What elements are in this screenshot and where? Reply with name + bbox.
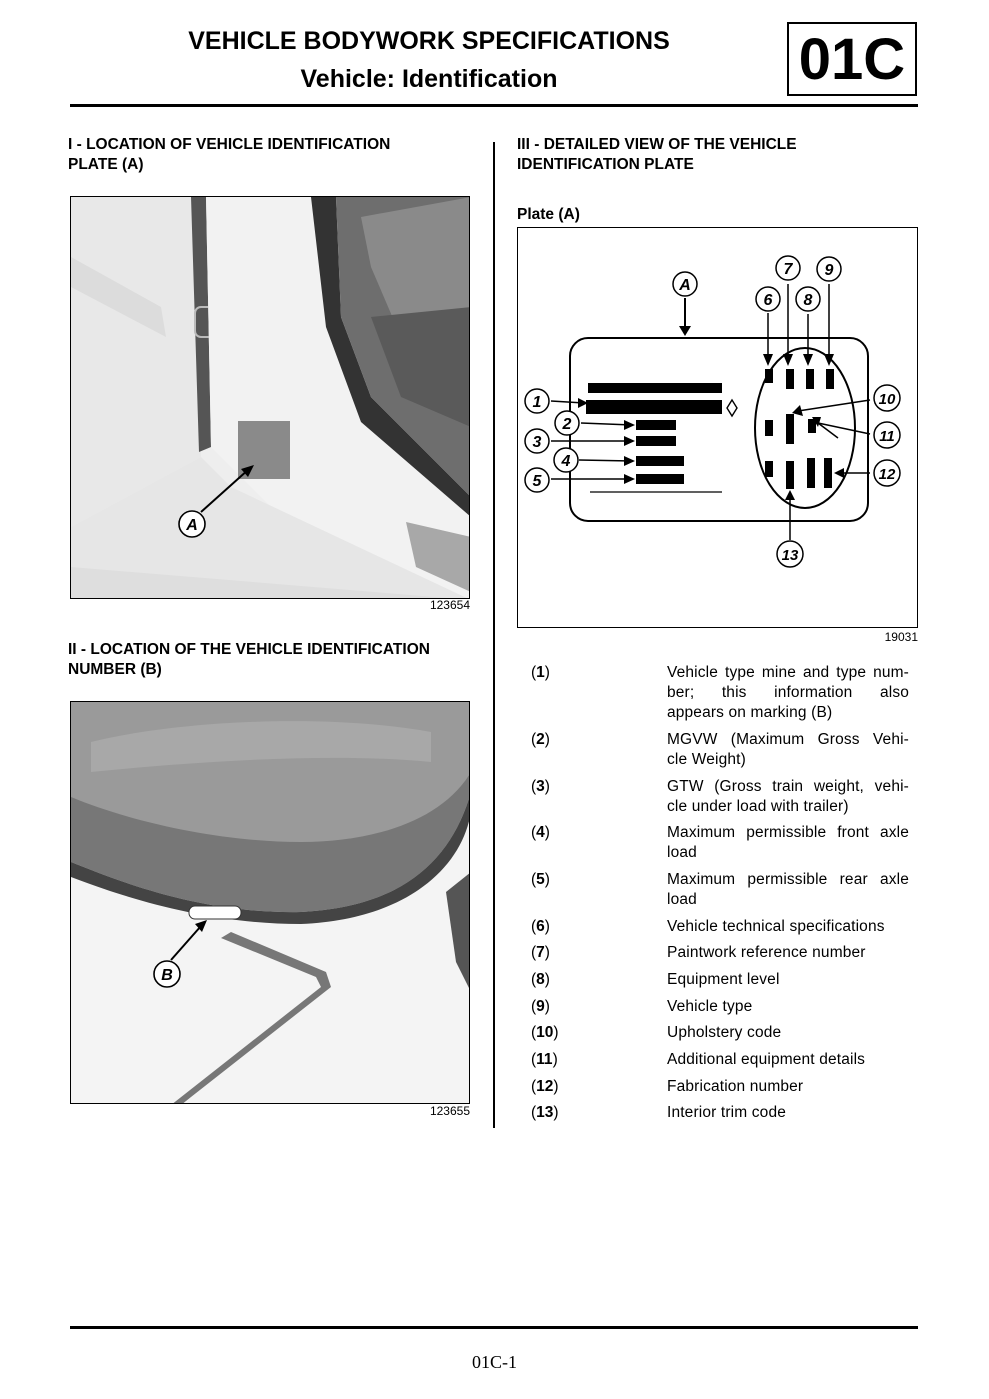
legend-number: (2) bbox=[531, 731, 550, 748]
legend-description: Interior trim code bbox=[667, 1104, 786, 1121]
section-3-heading-line-1: III - DETAILED VIEW OF THE VEHICLE bbox=[517, 136, 797, 153]
header-divider bbox=[70, 104, 918, 107]
legend-description: Vehicle type bbox=[667, 998, 753, 1015]
column-divider bbox=[493, 142, 495, 1128]
windscreen-illustration bbox=[71, 702, 470, 1104]
figure-3-number: 19031 bbox=[884, 630, 918, 644]
door-pillar-illustration bbox=[71, 197, 470, 599]
figure-2-number: 123655 bbox=[429, 1104, 470, 1118]
legend-description: GTW (Gross train weight, vehi- cle under load with trailer) bbox=[667, 778, 909, 815]
plate-diagram bbox=[518, 228, 918, 628]
plate-callout-11: 11 bbox=[879, 428, 895, 445]
section-2-heading bbox=[68, 640, 478, 680]
plate-callout-5: 5 bbox=[532, 473, 542, 490]
legend-number: (4) bbox=[531, 824, 550, 841]
legend-description: MGVW (Maximum Gross Vehi- cle Weight) bbox=[667, 731, 909, 768]
section-1-heading-line-1: I - LOCATION OF VEHICLE IDENTIFICATION bbox=[68, 136, 391, 153]
legend-description: Maximum permissible front axle load bbox=[667, 824, 909, 861]
section-3-heading-line-2: IDENTIFICATION PLATE bbox=[517, 156, 694, 173]
legend-number: (13) bbox=[531, 1104, 559, 1121]
legend-number: (9) bbox=[531, 998, 550, 1015]
page-title: VEHICLE BODYWORK SPECIFICATIONS bbox=[188, 27, 670, 55]
footer-divider bbox=[70, 1326, 918, 1329]
plate-callout-1: 1 bbox=[532, 394, 542, 411]
legend-number: (1) bbox=[531, 664, 550, 681]
plate-callout-7: 7 bbox=[783, 261, 793, 278]
legend-number: (12) bbox=[531, 1078, 559, 1095]
plate-callout-4: 4 bbox=[561, 453, 571, 470]
legend-description: Fabrication number bbox=[667, 1078, 804, 1095]
legend-description: Upholstery code bbox=[667, 1024, 782, 1041]
figure-plate-diagram bbox=[517, 227, 918, 628]
legend-number: (7) bbox=[531, 944, 550, 961]
plate-callout-6: 6 bbox=[763, 292, 773, 309]
section-2-heading-line-1: II - LOCATION OF THE VEHICLE IDENTIFICATION bbox=[68, 641, 430, 658]
plate-callout-10: 10 bbox=[878, 391, 896, 408]
legend-description: Equipment level bbox=[667, 971, 780, 988]
plate-callout-9: 9 bbox=[824, 262, 834, 279]
plate-callout-12: 12 bbox=[878, 466, 896, 483]
legend-description: Vehicle type mine and type num- ber; this information also appears on marking (B) bbox=[667, 664, 909, 721]
page-subtitle: Vehicle: Identification bbox=[300, 65, 558, 93]
plate-callout-2: 2 bbox=[562, 416, 572, 433]
section-2-heading-line-2: NUMBER (B) bbox=[68, 661, 162, 678]
legend-number: (3) bbox=[531, 778, 550, 795]
legend-number: (10) bbox=[531, 1024, 559, 1041]
plate-callout-a: A bbox=[679, 277, 691, 294]
section-1-heading bbox=[68, 135, 478, 175]
plate-callout-8: 8 bbox=[803, 292, 813, 309]
figure-windscreen-photo bbox=[70, 701, 470, 1104]
section-1-heading-line-2: PLATE (A) bbox=[68, 156, 144, 173]
legend-number: (11) bbox=[531, 1051, 558, 1068]
plate-callout-13: 13 bbox=[781, 547, 799, 564]
figure-1-number: 123654 bbox=[429, 598, 470, 612]
legend-description: Paintwork reference number bbox=[667, 944, 866, 961]
page-number: 01C-1 bbox=[472, 1352, 517, 1372]
figure-door-pillar-photo bbox=[70, 196, 470, 599]
section-3-heading bbox=[517, 135, 917, 175]
plate-callout-3: 3 bbox=[532, 434, 542, 451]
callout-a: A bbox=[186, 517, 198, 534]
legend-description: Additional equipment details bbox=[667, 1051, 866, 1068]
legend-number: (5) bbox=[531, 871, 550, 888]
legend-description: Maximum permissible rear axle load bbox=[667, 871, 909, 908]
callout-b: B bbox=[161, 967, 173, 984]
legend-number: (6) bbox=[531, 918, 550, 935]
legend-number: (8) bbox=[531, 971, 550, 988]
legend-description: Vehicle technical specifications bbox=[667, 918, 885, 935]
section-code-badge: 01C bbox=[787, 22, 917, 96]
plate-label: Plate (A) bbox=[517, 206, 580, 223]
